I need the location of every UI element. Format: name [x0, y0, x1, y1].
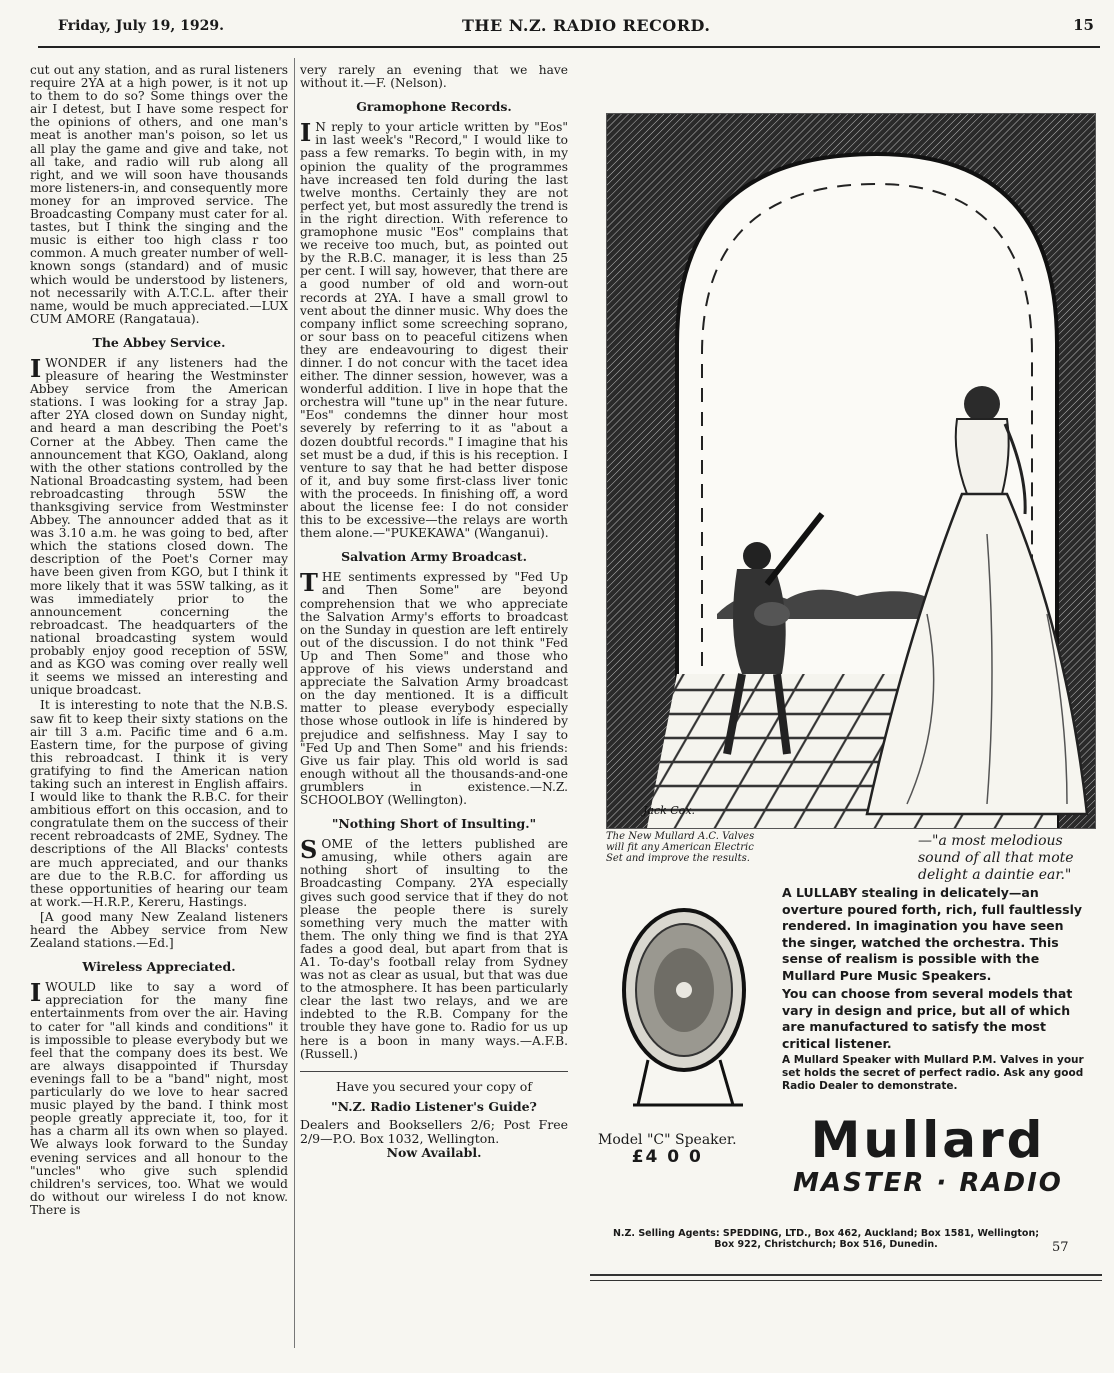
- speaker-image: [618, 900, 758, 1110]
- advert-bottom-rule: [590, 1274, 1102, 1276]
- model-name: Model "C" Speaker.: [598, 1132, 737, 1148]
- valve-caption: The New Mullard A.C. Valves will fit any American Electric Set and improve the results.: [606, 831, 755, 864]
- guide-available: Now Availabl.: [386, 1144, 482, 1160]
- heading-salvation-army: Salvation Army Broadcast.: [341, 549, 527, 565]
- advert-para-1: A LULLABY stealing in delicately—an overture poured forth, rich, full faultlessly rendered. In imagination you have seen the singer, watched the orchestra. This sense of realism is possible with the Mullard Pure Music Speakers.: [782, 885, 1083, 983]
- drop-cap: S: [300, 835, 318, 865]
- mullard-logo: [762, 1112, 1094, 1198]
- heading-abbey-service: The Abbey Service.: [92, 334, 226, 350]
- heading-gramophone-records: Gramophone Records.: [356, 99, 512, 115]
- drop-cap: I: [30, 978, 42, 1008]
- drop-cap: T: [300, 568, 318, 598]
- illustration-svg: [607, 114, 1095, 828]
- drop-cap: I: [30, 353, 42, 383]
- section-rule: [300, 1071, 568, 1072]
- letter-salvation-army: THE sentiments expressed by "Fed Up and Then Some" are beyond comprehension that we who appreciate the Salvation Army's efforts to broadcast on the Sunday in question are left entirely out of the discussion. I do not think "Fed Up and Then Some" and those who approve of his views understand and appreciate the Salvation Army broadcast on the day mentioned. It is a difficult matter to please everybody especially those whose outlook in life is hindered by prejudice and selfishness. May I say to "Fed Up and Then Some" and his friends: Give us fair play. This old world is sad enough without all the thousands-and-one grumblers in existence.—N.Z. SCHOOLBOY (Wellington).: [300, 568, 568, 807]
- column-2: [300, 64, 568, 1160]
- advert-number: 57: [1052, 1240, 1069, 1255]
- letter-wireless-appreciated: IWOULD like to say a word of appreciation for the many fine entertainments from over the air. Having to cater for "all kinds and conditions" it is impossible to please everybody but we feel that the company does its best. We are always disappointed if Thursday evenings fall to be a "band" night, most particularly do we love to hear sacred music played by the band. I think most people greatly appreciate it, too, for it has a charm all its own when so played. We always look forward to the Sunday evening services and all honour to the "uncles" who give such splendid children's services, too. What we would do without our wireless I do not know. There is: [30, 978, 288, 1217]
- letter-continuation: very rarely an evening that we have without it.—F. (Nelson).: [300, 63, 568, 91]
- model-price: £4 0 0: [631, 1147, 703, 1167]
- heading-wireless-appreciated: Wireless Appreciated.: [82, 959, 236, 975]
- editor-note: [A good many New Zealand listeners heard the Abbey service from New Zealand stations.—Ed.]: [30, 909, 288, 951]
- letter-nothing-short: SOME of the letters published are amusing, while others again are nothing short of insulting to the Broadcasting Company. 2YA especially gives such good service that if they do not please the people there is surely something very much the matter with them. The only thing we find is that 2YA fades a good deal, but apart from that is A1. To-day's football relay from Sydney was not as clear as usual, but that was due to the atmosphere. It has been particularly clear the last two relays, and we are indebted to the R.B. Company for the trouble they have gone to. Radio for us up here is a boon in many ways.—A.F.B. (Russell.): [300, 835, 568, 1061]
- brand-tagline: MASTER · RADIO: [793, 1168, 1063, 1198]
- advert-para-2: You can choose from several models that vary in design and price, but all of which are manufactured to satisfy the most critical listener.: [782, 986, 1073, 1051]
- artist-signature: Jack Cox.: [643, 804, 696, 817]
- model-label: [598, 1132, 737, 1166]
- advert-illustration: [606, 113, 1096, 829]
- speaker-svg: [618, 900, 758, 1110]
- letter-gramophone-records: I N reply to your article written by "Eos" in last week's "Record," I would like to pass a few remarks. To begin with, in my opinion the quality of the programmes have increased ten fold during the last twelve months. Certainly they are not perfect yet, but most assuredly the trend is in the right direction. With reference to gramophone music "Eos" complains that we receive too much, but, as pointed out by the R.B.C. manager, it is less than 25 per cent. I will say, however, that there are a good number of old and worn-out records at 2YA. I have a small growl to vent about the dinner music. Why does the company inflict some screeching soprano, or sour bass on to peaceful citizens when they are endeavouring to digest their dinner. I do not concur with the tacet idea either. The dinner session, however, was a wonderful addition. I live in hope that the orchestra will "tune up" in the near future. "Eos" condemns the dinner hour most severely by referring to it as "about a dozen doubtful records." I imagine that his set must be a dud, if this is his reception. I venture to say that he had better dispose of it, and buy some first-class liver tonic with the proceeds. In finishing off, a word about the license fee: I do not consider this to be excessive—the relays are worth them alone.—"PUKEKAWA" (Wanganui).: [300, 118, 568, 541]
- guide-line: Have you secured your copy of: [336, 1078, 532, 1094]
- advert-quote: —"a most melodious sound of all that mote delight a daintie ear.": [918, 833, 1074, 883]
- letter-abbey-service-cont: It is interesting to note that the N.B.S. saw fit to keep their sixty stations on the air till 3 a.m. Pacific time and 6 a.m. Eastern time, for the purpose of giving this rebroadcast. I think it is very gratifying to find the American nation taking such an interest in English affairs. I would like to thank the R.B.C. for their ambitious effort on this occasion, and to congratulate them on the success of their recent rebroadcasts of 2ME, Sydney. The descriptions of the All Blacks' contests are much appreciated, and our thanks are due to the R.B.C. for affording us these opportunities of hearing our team at work.—H.R.P., Kereru, Hastings.: [30, 698, 288, 909]
- page-number: 15: [1073, 16, 1094, 34]
- column-1: [30, 64, 288, 1219]
- advert-bottom-rule-thin: [590, 1280, 1102, 1281]
- advert-body: [782, 885, 1086, 1095]
- guide-price: Dealers and Booksellers 2/6; Post Free 2/9—P.O. Box 1032, Wellington.: [300, 1116, 568, 1146]
- column-rule: [294, 58, 295, 1348]
- guide-title: "N.Z. Radio Listener's Guide?: [331, 1098, 537, 1114]
- header-rule: [38, 46, 1100, 48]
- masthead-title: THE N.Z. RADIO RECORD.: [462, 16, 711, 35]
- drop-cap: I: [300, 118, 312, 148]
- heading-nothing-short: "Nothing Short of Insulting.": [331, 816, 537, 832]
- letter-abbey-service: IWONDER if any listeners had the pleasure of hearing the Westminster Abbey service from the American stations. I was looking for a stray Jap. after 2YA closed down on Sunday night, and heard a man describing the Poet's Corner at the Abbey. Then came the announcement that KGO, Oakland, along with the other stations controlled by the National Broadcasting system, had been rebroadcasting through 5SW the thanksgiving service from Westminster Abbey. The announcer added that as it was 3.10 a.m. he was going to bed, after which the stations closed down. The description of the Poet's Corner may have been given from KGO, but I think it more likely that it was 5SW talking, as it was immediately prior to the announcement concerning the rebroadcast. The headquarters of the national broadcasting system would probably enjoy good reception of 5SW, and as KGO was coming over really well it seems we missed an interesting and unique broadcast.: [30, 353, 288, 698]
- selling-agents: N.Z. Selling Agents: SPEDDING, LTD., Box 462, Auckland; Box 1581, Wellington; Box 922, Christchurch; Box 516, Dunedin.: [612, 1228, 1040, 1250]
- mullard-advertisement: [580, 100, 1100, 1255]
- brand-name: Mullard: [810, 1111, 1046, 1169]
- issue-date: Friday, July 19, 1929.: [58, 18, 224, 34]
- page-header: [42, 14, 1102, 40]
- advert-para-3: A Mullard Speaker with Mullard P.M. Valves in your set holds the secret of perfect radio. Ask any good Radio Dealer to demonstrate.: [782, 1054, 1084, 1092]
- letter-continuation: cut out any station, and as rural listeners require 2YA at a high power, is it not up to them to do so? Some things over the air I detest, but I have some respect for the opinions of others, and one man's meat is another man's poison, so let us all play the game and give and take, not all take, and radio will rub along all right, and we will soon have thousands more listeners-in, and consequently more money for an improved service. The Broadcasting Company must cater for al. tastes, but I think the singing and the music is either too high class r too common. A much greater number of well-known songs (standard) and of music which would be understood by listeners, not necessarily with A.T.C.L. after their name, would be much appreciated.—LUX CUM AMORE (Rangataua).: [30, 63, 289, 326]
- guide-notice: [300, 1080, 568, 1160]
